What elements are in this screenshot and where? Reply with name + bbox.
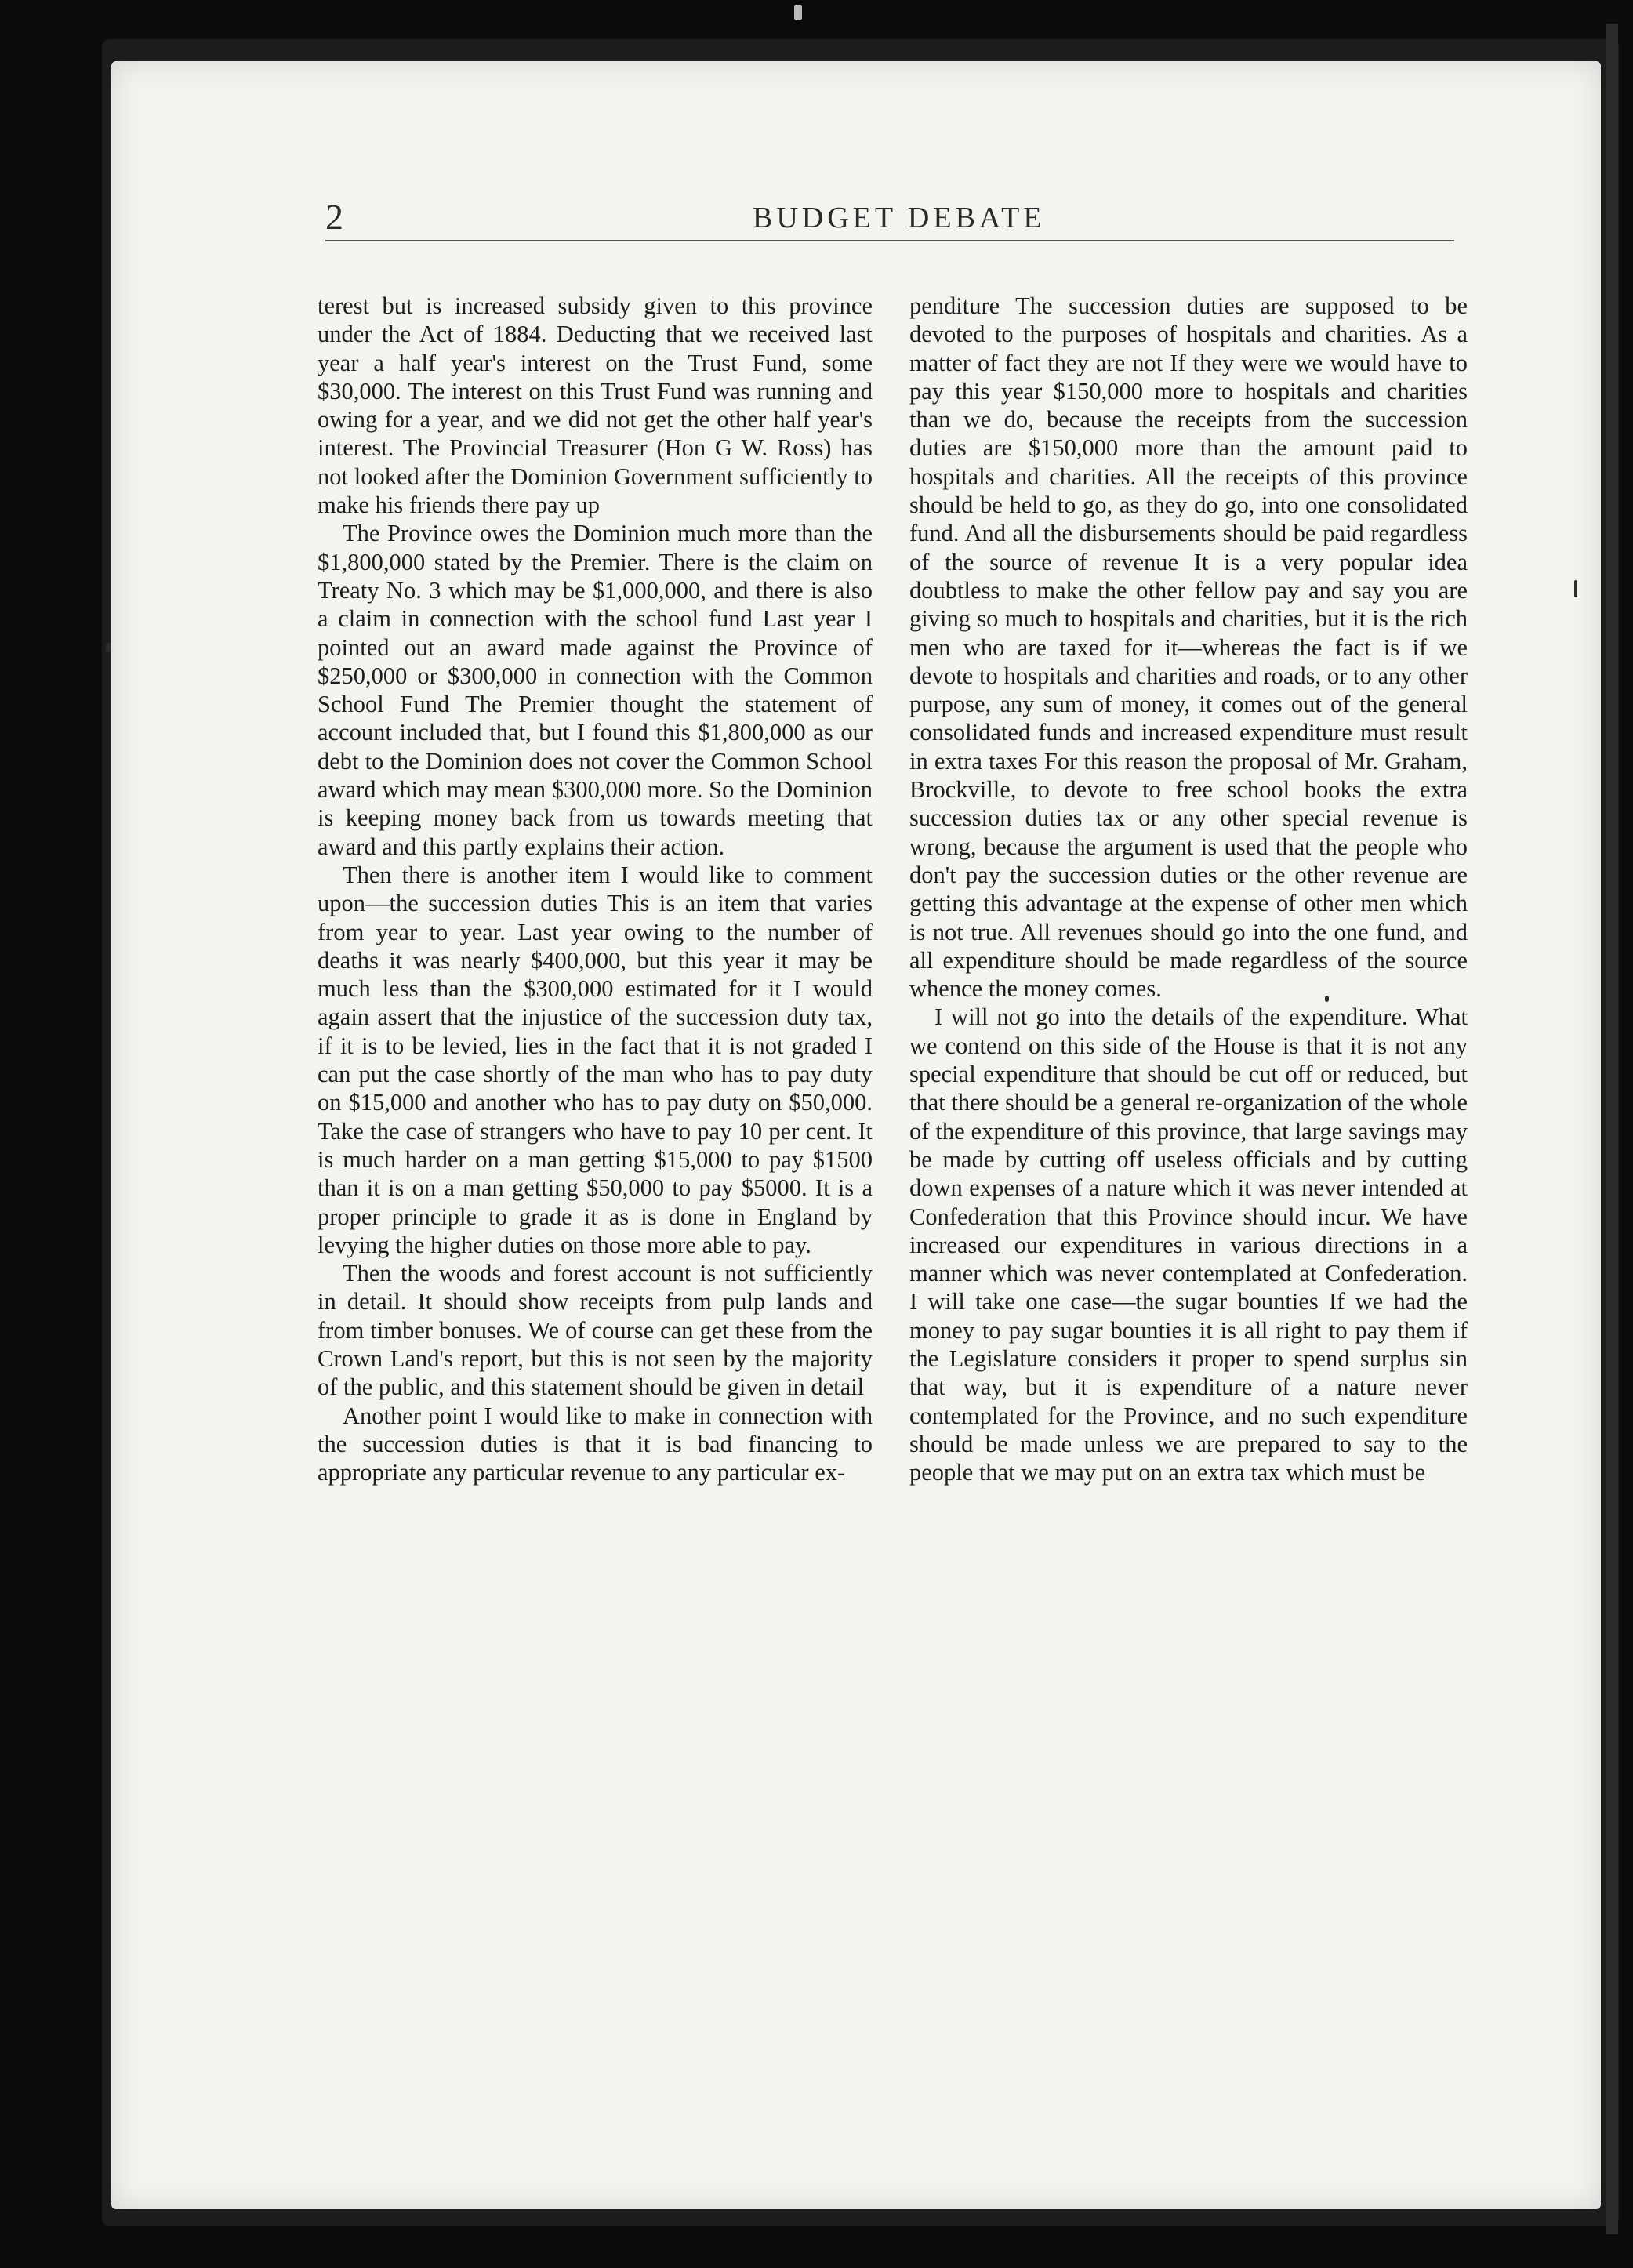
page-header [325,196,1454,245]
paragraph: terest but is increased subsidy given to this province under the Act of 1884. Deducting that we received last year a half year's interest on the Trust Fund, some $30,000. The interest on this Trust Fund was running and owing for a year, and we did not get the other half year's interest. The Provincial Treasurer (Hon G W. Ross) has not looked after the Dominion Government sufficiently to make his friends there pay up [318,292,873,519]
right-column [909,292,1468,1486]
paragraph: penditure The succession duties are supposed to be devoted to the purposes of hospitals and charities. As a matter of fact they are not If they were we would have to pay this year $150,000 more to hospitals and charities than we do, because the receipts from the succession duties are $150,000 more than the amount paid to hospitals and charities. All the receipts of this province should be held to go, as they do go, into one consolidated fund. And all the disbursements should be paid regardless of the source of revenue It is a very popular idea doubtless to make the other fellow pay and say you are giving so much to hospitals and charities, but it is the rich men who are taxed for it—whereas the fact is if we devote to hospitals and charities and roads, or to any other purpose, any sum of money, it comes out of the general consolidated funds and increased expenditure must result in extra taxes For this reason the proposal of Mr. Graham, Brockville, to devote to free school books the extra succession duties tax or any other special revenue is wrong, because the argument is used that the people who don't pay the succession duties or the other revenue are getting this advantage at the expense of other men which is not true. All revenues should go into the one fund, and all expenditure should be made regardless of the source whence the money comes. [909,292,1468,1003]
scan-speck [1574,580,1577,597]
scan-speck [1325,996,1329,1002]
page-number: 2 [325,197,343,237]
scan-speck [794,5,802,20]
scan-speck [106,643,111,652]
left-column [318,292,873,1486]
header-rule [325,240,1454,241]
paragraph: Another point I would like to make in connection with the succession duties is that it is bad financing to appropriate any particular revenue to any particular ex- [318,1402,873,1486]
paragraph: Then there is another item I would like to comment upon—the succession duties This is an item that varies from year to year. Last year owing to the number of deaths it was nearly $400,000, but this year it may be much less than the $300,000 estimated for it I would again assert that the injustice of the succession duty tax, if it is to be levied, lies in the fact that it is not graded I can put the case shortly of the man who has to pay duty on $15,000 and another who has to pay duty on $50,000. Take the case of strangers who have to pay 10 per cent. It is much harder on a man getting $15,000 to pay $1500 than it is on a man getting $50,000 to pay $5000. It is a proper principle to grade it as is done in England by levying the higher duties on those more able to pay. [318,861,873,1258]
paragraph: I will not go into the details of the expenditure. What we contend on this side of the House is that it is not any special expenditure that should be cut off or reduced, but that there should be a general re-organization of the whole of the expenditure of this province, that large savings may be made by cutting off useless officials and by cutting down expenses of a nature which it was never intended at Confederation that this Province should incur. We have increased our expenditures in various directions in a manner which was never contemplated at Confederation. I will take one case—the sugar bounties If we had the money to pay sugar bounties it is all right to pay them if the Legislature considers it proper to spend surplus sin that way, but it is expenditure of a nature never contemplated for the Province, and no such expenditure should be made unless we are prepared to say to the people that we may put on an extra tax which must be [909,1003,1468,1486]
paragraph: Then the woods and forest account is not sufficiently in detail. It should show receipts from pulp lands and from timber bonuses. We of course can get these from the Crown Land's report, but this is not seen by the majority of the public, and this statement should be given in detail [318,1260,873,1401]
adjacent-page-edge [1606,24,1618,2234]
paragraph: The Province owes the Dominion much more than the $1,800,000 stated by the Premier. There is the claim on Treaty No. 3 which may be $1,000,000, and there is also a claim in connection with the school fund Last year I pointed out an award made against the Province of $250,000 or $300,000 in connection with the Common School Fund The Premier thought the statement of account included that, but I found this $1,800,000 as our debt to the Dominion does not cover the Common School award which may mean $300,000 more. So the Dominion is keeping money back from us towards meeting that award and this partly explains their action. [318,520,873,860]
running-title: BUDGET DEBATE [753,201,1046,234]
